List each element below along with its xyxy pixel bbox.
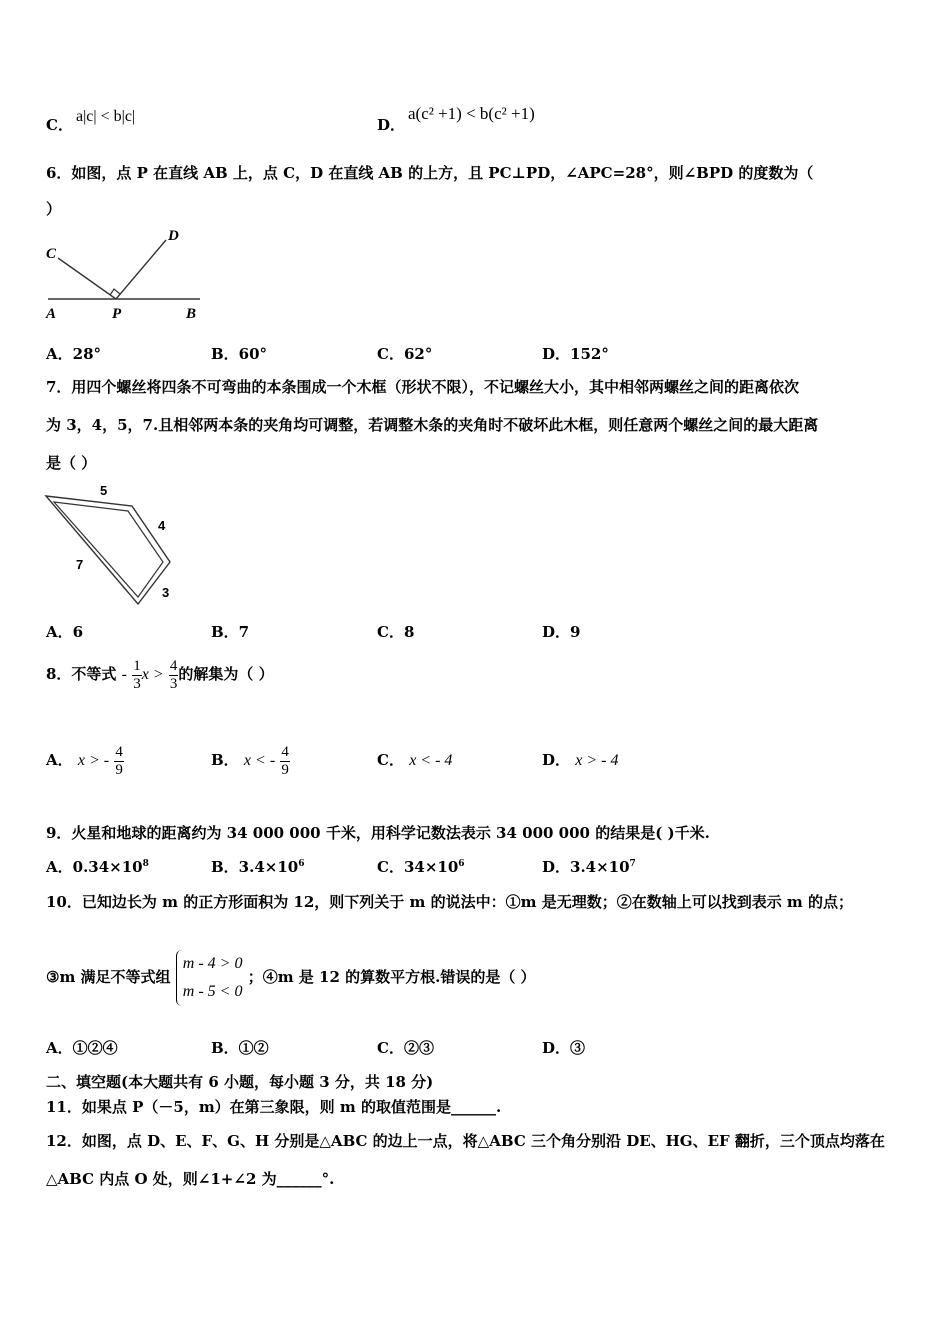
q10-inequality-system (176, 950, 243, 1006)
q7-option-c: C．8 (377, 623, 415, 641)
q7-line1: 7．用四个螺丝将四条不可弯曲的本条围成一个木框（形状不限），不记螺丝大小，其中相邻两螺丝之间的距离依次 (46, 378, 799, 396)
q10-option-c: C．②③ (377, 1039, 434, 1057)
q8-option-b-num: 4 (281, 743, 289, 760)
q8-fraction-1-den: 3 (133, 675, 141, 692)
q7-option-b: B．7 (211, 623, 250, 641)
q6-ray-pd (116, 240, 166, 299)
q9-option-b (211, 856, 304, 877)
q9-option-d (542, 856, 636, 877)
q6-stem: 6．如图，点 P 在直线 AB 上，点 C，D 在直线 AB 的上方，且 PC⊥PD，∠APC=28°，则∠BPD 的度数为（ (46, 164, 814, 182)
q6-option-a: A．28° (46, 345, 102, 363)
q8-option-a-label: A． (46, 751, 73, 769)
q9-option-a (46, 856, 149, 877)
q10-sys-line1: m - 4 > 0 (182, 955, 243, 972)
q6-label-b: B (186, 306, 197, 322)
q10-line2 (46, 950, 536, 1006)
q5-option-c-expr: a|c| < b|c| (76, 108, 136, 125)
q7-label-4: 4 (158, 518, 166, 533)
q7-option-a: A．6 (46, 623, 84, 641)
q7-option-d: D．9 (542, 623, 581, 641)
q10-line2-suffix: ；④m 是 12 的算数平方根.错误的是（ ） (247, 968, 536, 986)
q9-option-b-exp: 6 (298, 859, 305, 869)
q9-option-d-exp: 7 (629, 859, 636, 869)
q6-label-d: D (168, 228, 179, 244)
q8-prefix: 8．不等式 (46, 665, 117, 683)
q9-option-c-exp: 6 (458, 859, 465, 869)
q8-option-b (211, 740, 290, 781)
q10-option-a: A．①②④ (46, 1039, 118, 1057)
q9-option-d-text: D．3.4×10 (542, 858, 630, 876)
q8-option-b-den: 9 (281, 761, 289, 778)
q6-option-b: B．60° (211, 345, 268, 363)
q12-line1: 12．如图，点 D、E、F、G、H 分别是△ABC 的边上一点，将△ABC 三个角分别沿 DE、HG、EF 翻折，三个顶点均落在 (46, 1132, 885, 1150)
q8-option-a-pre: x > - (77, 752, 110, 769)
q8-option-c (377, 740, 452, 781)
q6-stem-end: ） (46, 200, 62, 218)
q8-option-a (46, 740, 124, 781)
section-2-heading: 二、填空题(本大题共有 6 小题，每小题 3 分，共 18 分) (46, 1073, 434, 1091)
q8-option-d-label: D． (542, 751, 571, 769)
q11-stem: 11．如果点 P（－5，m）在第三象限，则 m 的取值范围是______. (46, 1098, 502, 1116)
q12-line2: △ABC 内点 O 处，则∠1+∠2 为______°. (46, 1170, 335, 1188)
q7-figure (40, 480, 190, 608)
q6-label-a: A (46, 306, 57, 322)
q9-stem: 9．火星和地球的距离约为 34 000 000 千米，用科学记数法表示 34 000 000 的结果是( )千米. (46, 824, 710, 842)
q7-label-3: 3 (162, 585, 170, 600)
q5-option-d-expr: a(c² +1) < b(c² +1) (408, 104, 535, 123)
q8-option-b-pre: x < - (243, 752, 276, 769)
q8-option-b-label: B． (211, 751, 239, 769)
q7-line3: 是（ ） (46, 454, 97, 472)
q8-option-a-den: 9 (115, 761, 123, 778)
q10-line2-prefix: ③m 满足不等式组 (46, 968, 171, 986)
q5-option-d (377, 114, 405, 135)
q6-label-c: C (46, 246, 57, 262)
q7-frame-inner (54, 502, 163, 597)
q7-line2: 为 3，4，5，7.且相邻两本条的夹角均可调整，若调整木条的夹角时不破坏此木框，则任意两个螺丝之间的最大距离 (46, 416, 819, 434)
q9-option-b-text: B．3.4×10 (211, 858, 299, 876)
q9-option-a-text: A．0.34×10 (46, 858, 143, 876)
q5-option-d-label: D． (377, 116, 406, 134)
q8-fraction-2-den: 3 (169, 675, 178, 692)
q8-option-a-frac (114, 744, 124, 779)
q9-option-c (377, 856, 465, 877)
q8-option-c-label: C． (377, 751, 404, 769)
q10-option-d: D．③ (542, 1039, 586, 1057)
q10-line1: 10．已知边长为 m 的正方形面积为 12，则下列关于 m 的说法中：①m 是无理数；②在数轴上可以找到表示 m 的点； (46, 893, 854, 911)
q7-frame-outer (46, 496, 170, 604)
q8-fraction-1 (132, 658, 142, 693)
q8-option-c-expr: x < - 4 (409, 752, 453, 769)
q8-stem (46, 654, 274, 695)
q8-option-d (542, 740, 618, 781)
q6-figure (40, 222, 210, 326)
q5-option-c-label: C． (46, 116, 73, 134)
q5-option-c (46, 114, 73, 135)
q9-option-a-exp: 8 (142, 859, 149, 869)
q9-option-c-text: C．34×10 (377, 858, 459, 876)
q8-variable: x > (141, 666, 164, 683)
q8-option-a-num: 4 (115, 743, 123, 760)
q10-option-b: B．①② (211, 1039, 269, 1057)
q6-right-angle-mark (110, 289, 120, 295)
q7-label-7: 7 (76, 557, 84, 572)
q8-coef-sign: - (121, 666, 127, 683)
q6-label-p: P (112, 306, 122, 322)
q8-option-d-expr: x > - 4 (575, 752, 619, 769)
q8-option-b-frac (280, 744, 290, 779)
q8-fraction-1-num: 1 (133, 657, 141, 674)
q8-suffix: 的解集为（ ） (178, 665, 274, 683)
q8-fraction-2 (169, 658, 179, 693)
q8-fraction-2-num: 4 (169, 657, 178, 674)
q6-option-d: D．152° (542, 345, 609, 363)
q6-ray-pc (58, 258, 116, 299)
q10-sys-line2: m - 5 < 0 (182, 983, 243, 1000)
q7-label-5: 5 (100, 483, 108, 498)
q6-option-c: C．62° (377, 345, 433, 363)
